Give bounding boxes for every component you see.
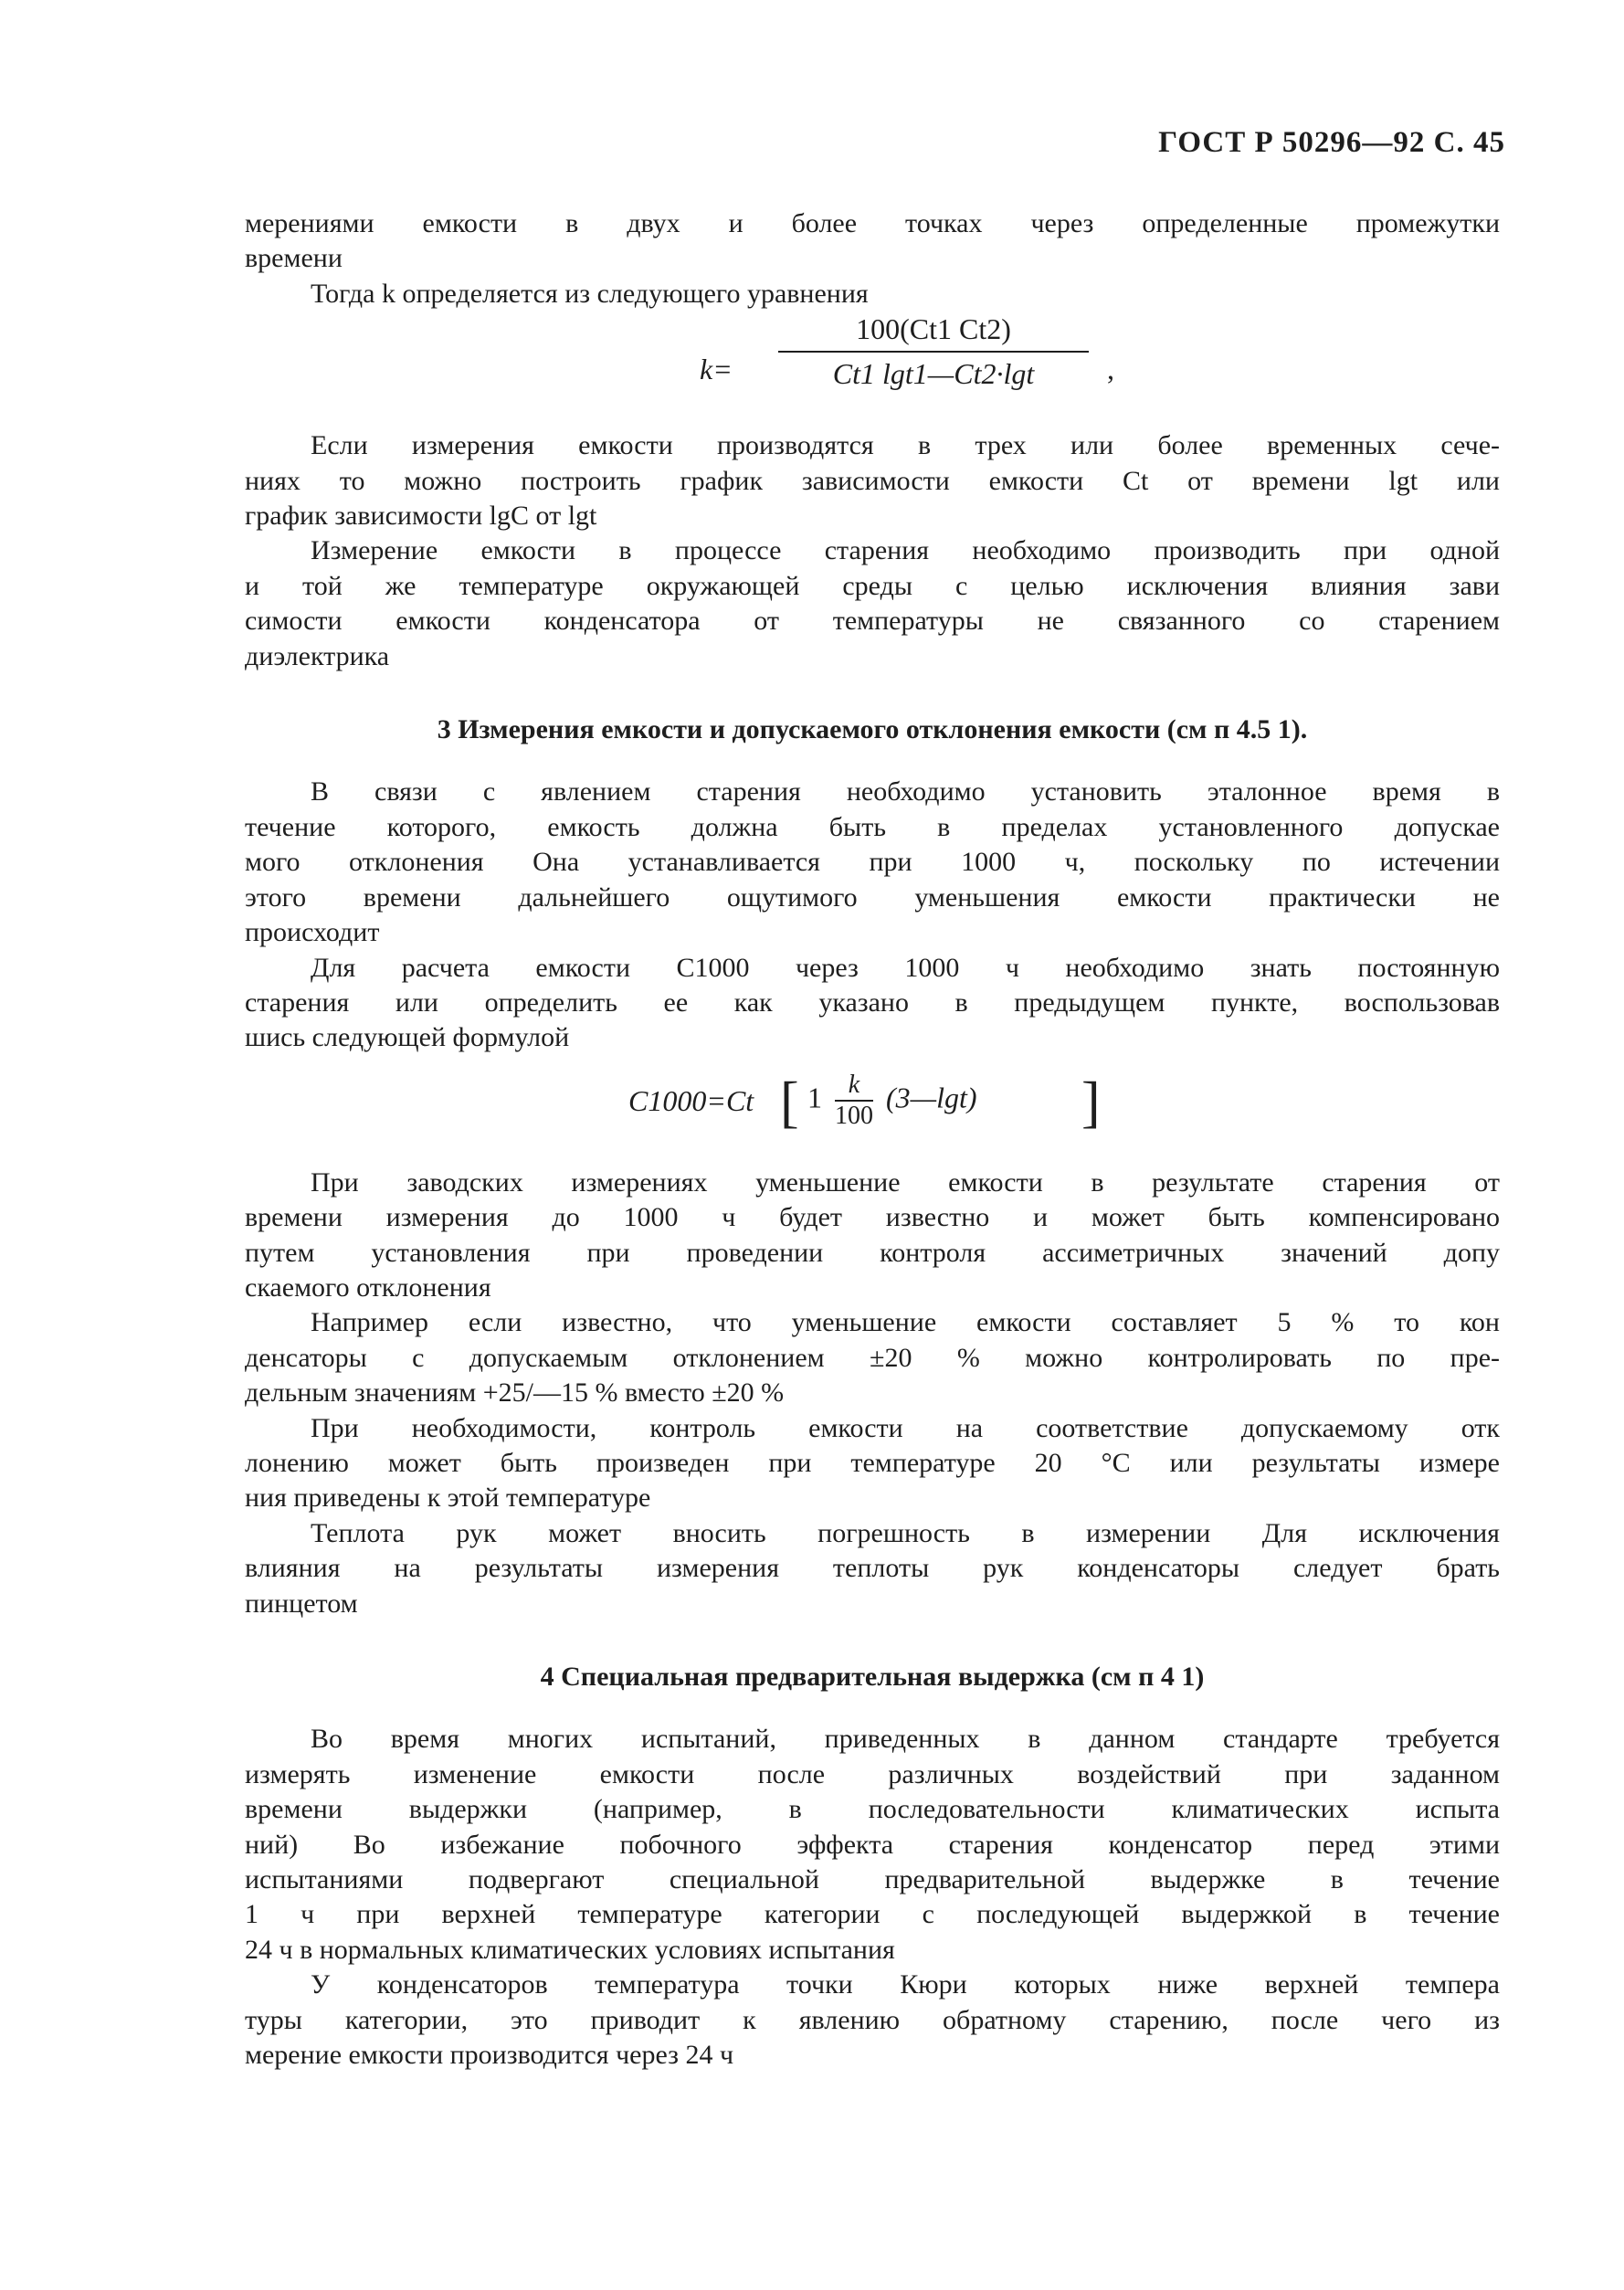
text-line: путем установления при проведении контроля ассиметричных значений допу <box>245 1237 1500 1268</box>
text-line: пинцетом <box>245 1588 358 1619</box>
document-body <box>245 206 1500 2073</box>
text-line: влияния на результаты измерения теплоты рук конденсаторы следует брать <box>245 1553 1500 1584</box>
formula-k <box>245 311 1500 428</box>
text-line: ниях то можно построить график зависимости емкости Ct от времени lgt или <box>245 465 1500 496</box>
text-line: дельным значениям +25/—15 % вместо ±20 % <box>245 1377 785 1409</box>
text-line: лонению может быть произведен при температуре 20 °С или результаты измере <box>245 1447 1500 1478</box>
text-line: и той же температуре окружающей среды с целью исключения влияния зави <box>245 570 1500 601</box>
paragraph-3 <box>245 428 1500 533</box>
formula-k-comma: , <box>1107 353 1114 386</box>
text-line: ний) Во избежание побочного эффекта старения конденсатор перед этими <box>245 1829 1500 1860</box>
text-line: старения или определить ее как указано в предыдущем пункте, воспользовав <box>245 987 1500 1018</box>
text-line: мерение емкости производится через 24 ч <box>245 2040 734 2071</box>
section-heading-3: 3 Измерения емкости и допускаемого отклонения емкости (см п 4.5 1). <box>437 714 1308 745</box>
text-line: денсаторы с допускаемым отклонением ±20 % можно контролировать по пре- <box>245 1342 1500 1373</box>
paragraph-9 <box>245 1411 1500 1516</box>
text-line: шись следующей формулой <box>245 1022 570 1053</box>
paragraph-11 <box>245 1722 1500 1968</box>
text-line: При заводских измерениях уменьшение емкости в результате старения от <box>311 1166 1500 1198</box>
formula-c1000-lhs: C1000=Ct <box>628 1083 754 1117</box>
text-line: течение которого, емкость должна быть в пределах установленного допускае <box>245 811 1500 842</box>
text-line: Теплота рук может вносить погрешность в измерении Для исключения <box>311 1517 1500 1548</box>
paragraph-2 <box>245 277 1500 311</box>
text-line: Если измерения емкости производятся в трех или более временных сече- <box>311 430 1500 461</box>
text-line: Во время многих испытаний, приведенных в данном стандарте требуется <box>311 1724 1500 1755</box>
formula-k-lhs: k= <box>700 353 733 386</box>
page-header: ГОСТ Р 50296—92 С. 45 <box>1158 126 1505 159</box>
text-line: испытаниями подвергают специальной предварительной выдержке в течение <box>245 1864 1500 1895</box>
paragraph-6 <box>245 951 1500 1056</box>
text-line: туры категории, это приводит к явлению обратному старению, после чего из <box>245 2004 1500 2035</box>
text-line: Тогда k определяется из следующего уравнения <box>311 278 869 309</box>
formula-k-fraction <box>778 311 1089 391</box>
paragraph-10 <box>245 1516 1500 1621</box>
text-line: 1 ч при верхней температуре категории с последующей выдержкой в течение <box>245 1899 1500 1930</box>
text-line: Измерение емкости в процессе старения необходимо производить при одной <box>311 535 1500 566</box>
paragraph-8 <box>245 1305 1500 1410</box>
text-line: график зависимости lgC от lgt <box>245 501 597 532</box>
text-line: диэлектрика <box>245 640 390 671</box>
text-line: происходит <box>245 917 380 948</box>
formula-c1000-frac-top: k <box>835 1071 873 1102</box>
section-heading-4: 4 Специальная предварительная выдержка (см п 4 1) <box>540 1662 1205 1692</box>
formula-c1000-fraction <box>835 1071 873 1131</box>
formula-c1000-rest: (3—lgt) <box>886 1081 977 1114</box>
paragraph-5 <box>245 775 1500 950</box>
paragraph-4 <box>245 533 1500 674</box>
formula-c1000-frac-bottom: 100 <box>835 1101 873 1130</box>
text-line: этого времени дальнейшего ощутимого уменьшения емкости практически не <box>245 881 1500 913</box>
text-line: Для расчета емкости C1000 через 1000 ч необходимо знать постоянную <box>311 952 1500 983</box>
text-line: симости емкости конденсатора от температуры не связанного со старением <box>245 606 1500 637</box>
paragraph-7 <box>245 1166 1500 1306</box>
text-line: измерять изменение емкости после различных воздействий при заданном <box>245 1758 1500 1789</box>
formula-k-denominator: Ct1 lgt1—Ct2·lgt <box>832 356 1035 390</box>
text-line: В связи с явлением старения необходимо установить эталонное время в <box>311 776 1500 807</box>
paragraph-12 <box>245 1968 1500 2073</box>
formula-c1000-one: 1 <box>807 1081 822 1114</box>
text-line: 24 ч в нормальных климатических условиях испытания <box>245 1934 895 1965</box>
text-line: времени измерения до 1000 ч будет известно и может быть компенсировано <box>245 1202 1500 1233</box>
formula-k-numerator: 100(Ct1 Ct2) <box>778 311 1089 352</box>
formula-c1000-inner <box>807 1071 977 1131</box>
text-line: мого отклонения Она устанавливается при 1000 ч, поскольку по истечении <box>245 847 1500 878</box>
formula-c1000 <box>245 1071 1500 1155</box>
text-line: Например если известно, что уменьшение емкости составляет 5 % то кон <box>311 1307 1500 1338</box>
bracket-right: ] <box>1081 1071 1101 1134</box>
text-line: времени выдержки (например, в последовательности климатических испыта <box>245 1794 1500 1825</box>
paragraph-1 <box>245 206 1500 277</box>
text-line: У конденсаторов температура точки Кюри которых ниже верхней темпера <box>311 1969 1500 2000</box>
text-line: ния приведены к этой температуре <box>245 1483 651 1514</box>
bracket-left: [ <box>780 1071 799 1134</box>
text-line: скаемого отклонения <box>245 1272 491 1303</box>
text-line: При необходимости, контроль емкости на соответствие допускаемому отк <box>311 1412 1500 1443</box>
text-line: времени <box>245 243 343 274</box>
text-line: мерениями емкости в двух и более точках через определенные промежутки <box>245 208 1500 238</box>
